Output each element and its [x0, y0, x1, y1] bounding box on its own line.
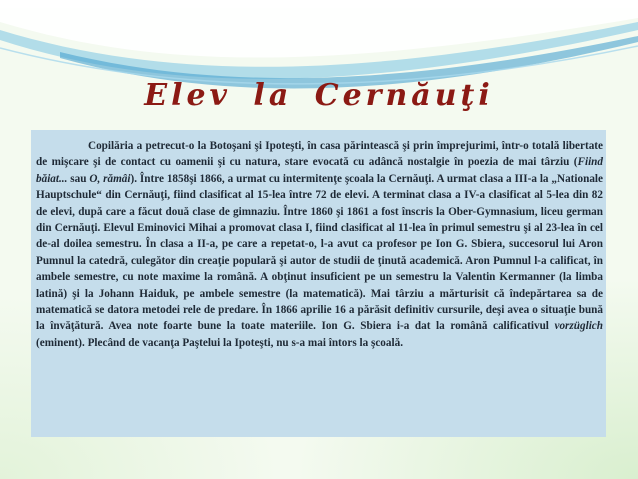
- body-paragraph: [36, 138, 603, 351]
- poem-title-o-ramai: O, rămâi: [89, 172, 131, 185]
- slide-title: Elev la Cernăuţi: [144, 78, 494, 113]
- paragraph-text-4: (eminent). Plecând de vacanţa Paştelui la Ipoteşti, nu s-a mai întors la şcoală.: [36, 336, 403, 349]
- paragraph-text-3: ). Între 1858şi 1866, a urmat cu intermitenţe şcoala la Cernăuţi. A urmat clasa a III-a la „Nationale Hauptschule“ din Cernăuţi, fiind clasificat al 15-lea între 72 de elevi. A terminat clasa a IV-a clasificat al 5-lea din 82 de elevi, după care a făcut două clase de gimnaziu. Între 1860 şi 1861 a fost înscris la Ober-Gymnasium, liceu german din Cernăuţi. Elevul Eminovici Mihai a promovat clasa I, fiind clasificat al 11-lea în primul semestru şi al 23-lea în cel de-al doilea semestru. În clasa a II-a, pe care a repetat-o, l-a avut ca profesor pe Ion G. Sbiera, succesorul lui Aron Pumnul la catedră, culegător din creaţie populară şi autor de studii de ţinută academică. Aron Pumnul l-a calificat, în ambele semestre, cu note maxime la română. A obţinut insuficient pe un semestru la Valentin Kermanner (la limba latină) şi la Johann Haiduk, pe ambele semestre (la matematică). Mai târziu a mărturisit că îndepărtarea sa de matematică se datora metodei rele de predare. În 1866 aprilie 16 a părăsit definitiv cursurile, deşi avea o situaţie bună la învăţătură. Avea note foarte bune la toate materiile. Ion G. Sbiera i-a dat la română calificativul: [36, 172, 603, 333]
- paragraph-text-1: Copilăria a petrecut-o la Botoşani şi Ipoteşti, în casa părintească şi prin împrejurimi, într-o totală libertate de mişcare şi de contact cu oamenii şi cu natura, stare evocată cu adâncă nostalgie în poezia de mai târziu (: [36, 140, 603, 169]
- poem-title-fiind-baiat: Fiind băiat...: [36, 156, 603, 185]
- content-box: [31, 130, 606, 437]
- paragraph-text-2: sau: [67, 172, 90, 185]
- grade-vorzuglich: vorzüglich: [554, 320, 603, 333]
